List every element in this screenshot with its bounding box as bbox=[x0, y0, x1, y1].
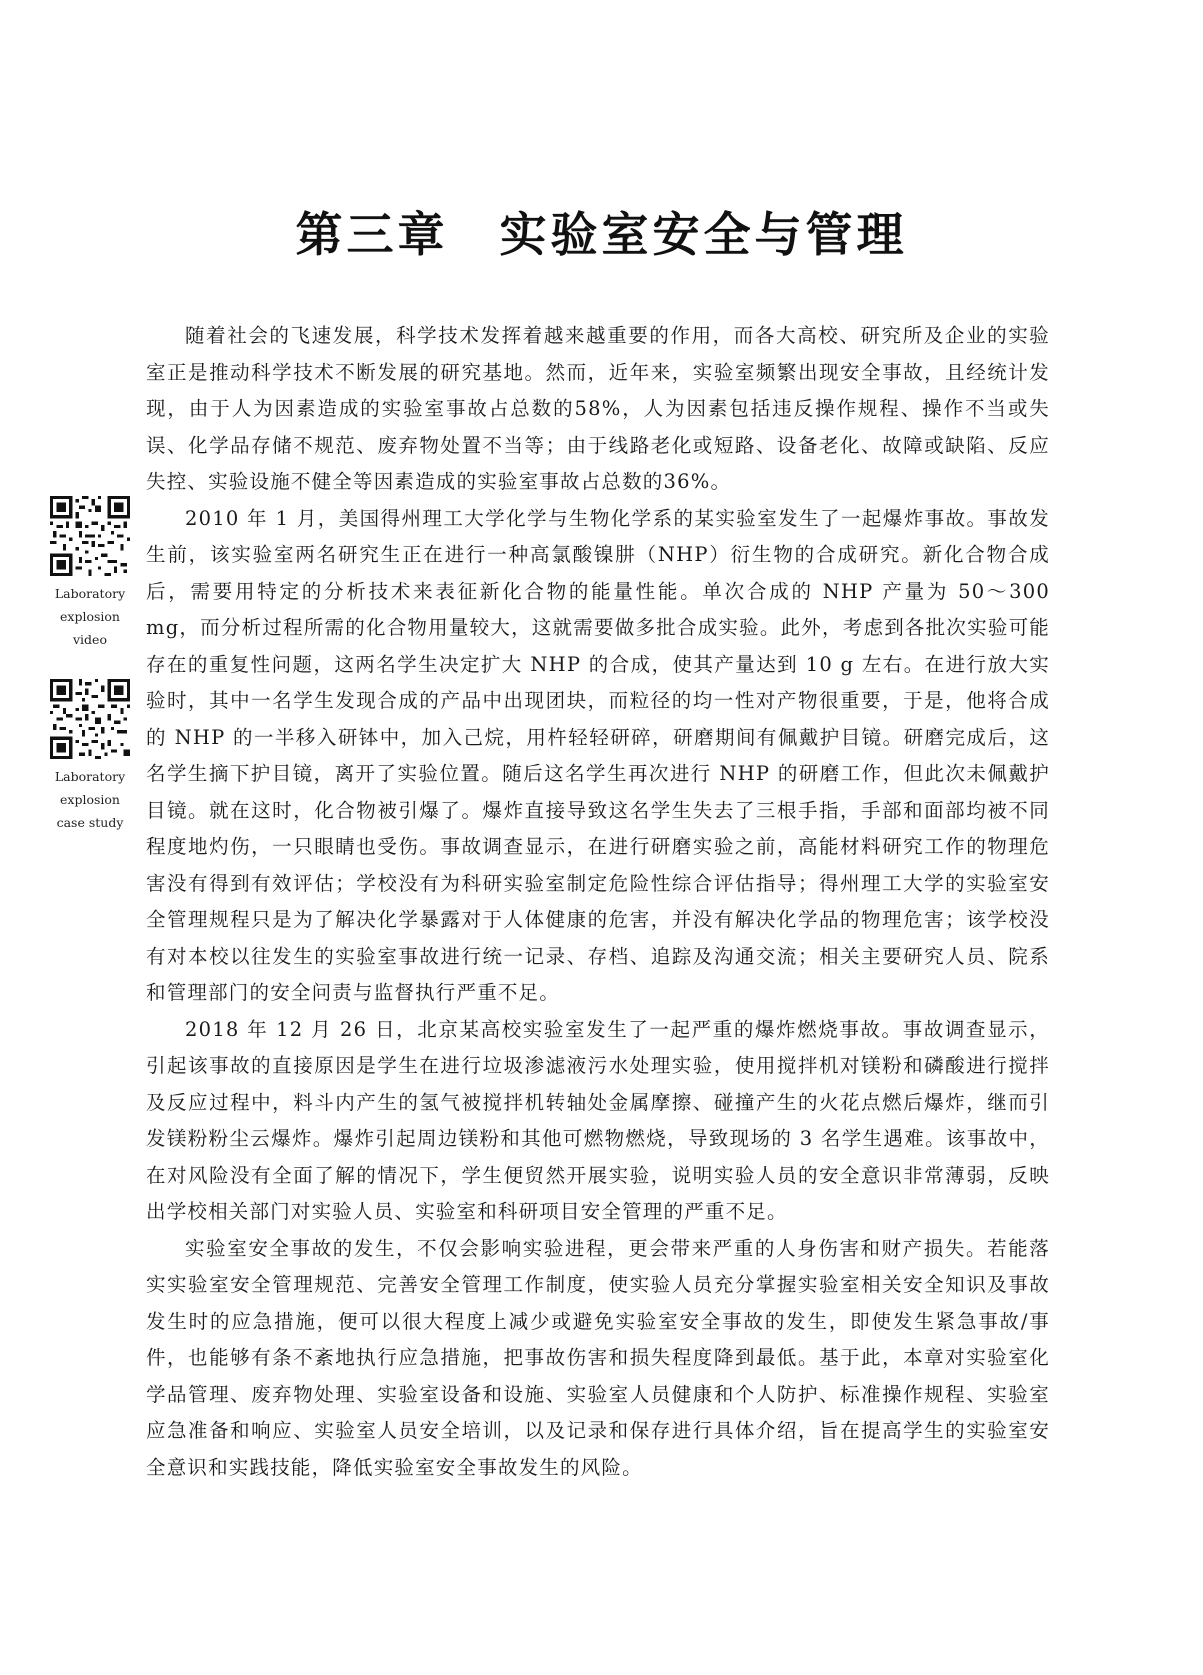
qr-caption-line: case study bbox=[56, 815, 124, 830]
paragraph: 实验室安全事故的发生，不仅会影响实验进程，更会带来严重的人身伤害和财产损失。若能落实实验室安全管理规范、完善安全管理工作制度，使实验人员充分掌握实验室相关安全知识及事故发生时的应急措施，便可以很大程度上减少或避免实验室安全事故的发生，即使发生紧急事故/事件，也能够有条不紊地执行应急措施，把事故伤害和损失程度降到最低。基于此，本章对实验室化学品管理、废弃物处理、实验室设备和设施、实验室人员健康和个人防护、标准操作规程、实验室应急准备和响应、实验室人员安全培训，以及记录和保存进行具体介绍，旨在提高学生的实验室安全意识和实践技能，降低实验室安全事故发生的风险。 bbox=[146, 1236, 1050, 1479]
qr-code-icon[interactable] bbox=[50, 496, 130, 576]
paragraph: 2010 年 1 月，美国得州理工大学化学与生物化学系的某实验室发生了一起爆炸事故。事故发生前，该实验室两名研究生正在进行一种高氯酸镍肼（NHP）衍生物的合成研究。新化合物合成后，需要用特定的分析技术来表征新化合物的能量性能。单次合成的 NHP 产量为 50～300 mg，而分析过程所需的化合物用量较大，这就需要做多批合成实验。此外，考虑到各批次实验可能存在的重复性问题，这两名学生决定扩大 NHP 的合成，使其产量达到 10 g 左右。在进行放大实验时，其中一名学生发现合成的产品中出现团块，而粒径的均一性对产物很重要，于是，他将合成的 NHP 的一半移入研钵中，加入己烷，用杵轻轻研碎，研磨期间有佩戴护目镜。研磨完成后，这名学生摘下护目镜，离开了实验位置。随后这名学生再次进行 NHP 的研磨工作，但此次未佩戴护目镜。就在这时，化合物被引爆了。爆炸直接导致这名学生失去了三根手指，手部和面部均被不同程度地灼伤，一只眼睛也受伤。事故调查显示，在进行研磨实验之前，高能材料研究工作的物理危害没有得到有效评估；学校没有为科研实验室制定危险性综合评估指导；得州理工大学的实验室安全管理规程只是为了解决化学暴露对于人体健康的危害，并没有解决化学品的物理危害；该学校没有对本校以往发生的实验室事故进行统一记录、存档、追踪及沟通交流；相关主要研究人员、院系和管理部门的安全问责与监督执行严重不足。 bbox=[146, 506, 1050, 1004]
qr-block-case-study bbox=[46, 679, 134, 834]
qr-caption bbox=[46, 765, 134, 834]
qr-caption-line: video bbox=[73, 632, 107, 647]
qr-caption bbox=[46, 582, 134, 651]
chapter-body bbox=[146, 318, 1050, 1486]
chapter-title: 第三章 实验室安全与管理 bbox=[295, 208, 908, 263]
qr-caption-line: explosion bbox=[60, 792, 120, 807]
qr-block-video bbox=[46, 496, 134, 651]
qr-caption-line: explosion bbox=[60, 609, 120, 624]
qr-code-icon[interactable] bbox=[50, 679, 130, 759]
paragraph: 2018 年 12 月 26 日，北京某高校实验室发生了一起严重的爆炸燃烧事故。事故调查显示，引起该事故的直接原因是学生在进行垃圾渗滤液污水处理实验，使用搅拌机对镁粉和磷酸进行搅拌及反应过程中，料斗内产生的氢气被搅拌机转轴处金属摩擦、碰撞产生的火花点燃后爆炸，继而引发镁粉粉尘云爆炸。爆炸引起周边镁粉和其他可燃物燃烧，导致现场的 3 名学生遇难。该事故中，在对风险没有全面了解的情况下，学生便贸然开展实验，说明实验人员的安全意识非常薄弱，反映出学校相关部门对实验人员、实验室和科研项目安全管理的严重不足。 bbox=[146, 1017, 1050, 1223]
qr-caption-line: Laboratory bbox=[54, 586, 126, 601]
paragraph: 随着社会的飞速发展，科学技术发挥着越来越重要的作用，而各大高校、研究所及企业的实验室正是推动科学技术不断发展的研究基地。然而，近年来，实验室频繁出现安全事故，且经统计发现，由于人为因素造成的实验室事故占总数的58%，人为因素包括违反操作规程、操作不当或失误、化学品存储不规范、废弃物处置不当等；由于线路老化或短路、设备老化、故障或缺陷、反应失控、实验设施不健全等因素造成的实验室事故占总数的36%。 bbox=[146, 324, 1050, 493]
qr-caption-line: Laboratory bbox=[54, 769, 126, 784]
